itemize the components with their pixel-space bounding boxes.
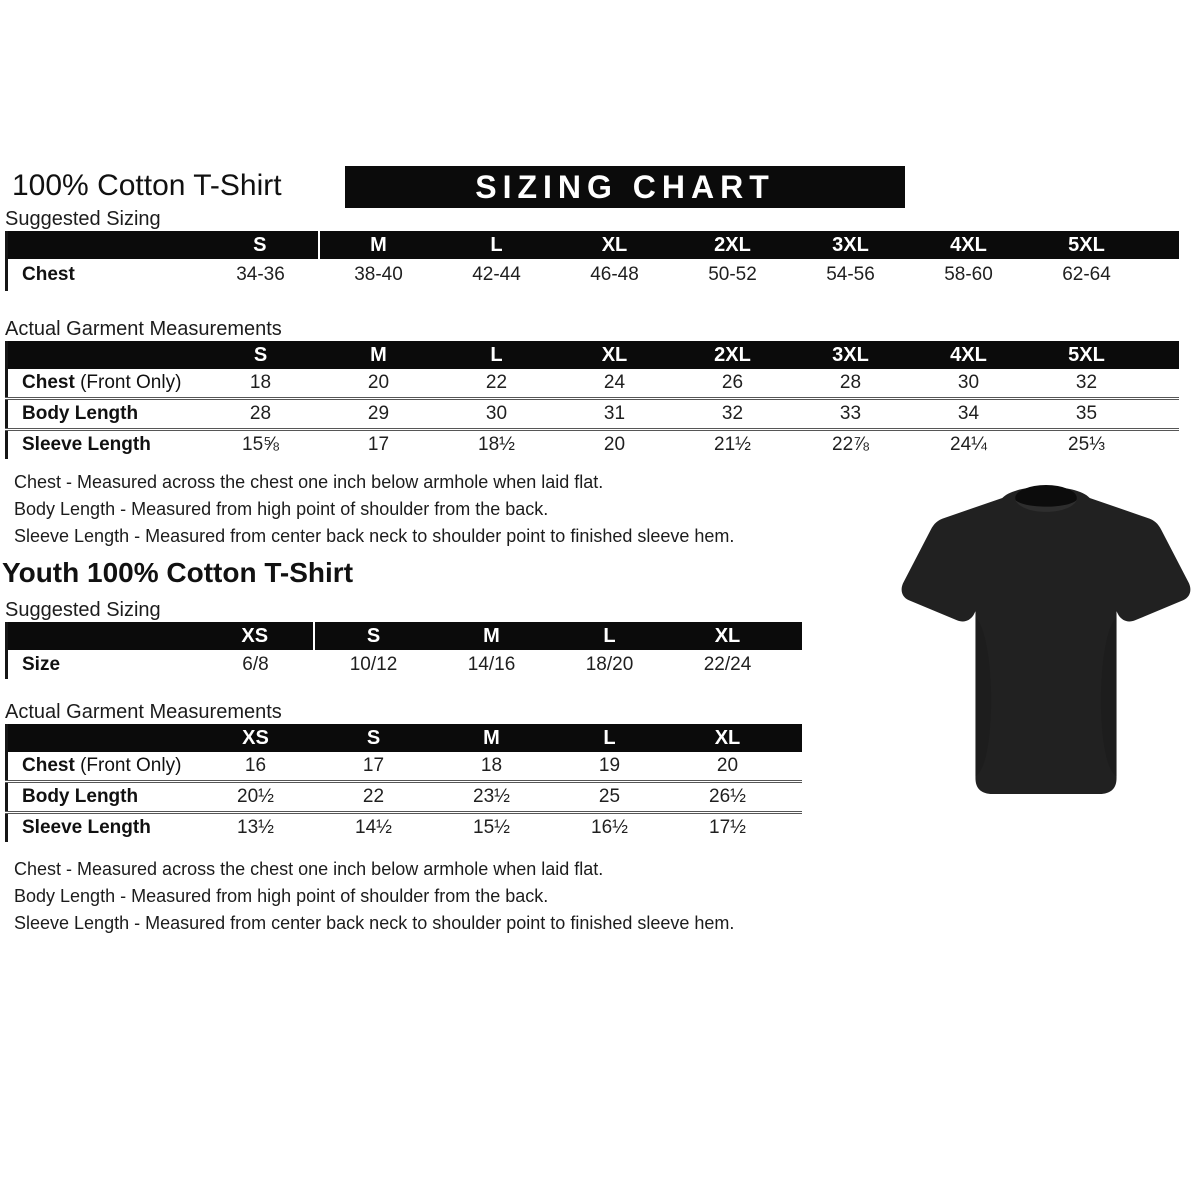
- size-col-header: XL: [556, 231, 674, 259]
- cell: 18: [249, 372, 272, 393]
- cell: 29: [320, 399, 438, 430]
- cell: 13½: [197, 813, 315, 843]
- cell: 38-40: [354, 264, 403, 285]
- cell: 25⅓: [1028, 430, 1146, 460]
- spacer-header-cell: [1146, 231, 1179, 259]
- size-col-header: 4XL: [910, 231, 1028, 259]
- cell: 17: [320, 430, 438, 460]
- empty-header-cell: [7, 622, 197, 650]
- adult-title: 100% Cotton T-Shirt: [12, 169, 282, 202]
- cell: 58-60: [944, 264, 993, 285]
- cell: 15½: [433, 813, 551, 843]
- cell: 28: [202, 399, 320, 430]
- header-row: [5, 166, 1200, 208]
- spacer-header-cell: [787, 622, 802, 650]
- cell: 23½: [433, 782, 551, 813]
- empty-header-cell: [7, 231, 202, 259]
- spacer-header-cell: [787, 724, 802, 752]
- table-row: [7, 259, 1179, 291]
- cell: 20: [367, 372, 390, 393]
- black-tshirt-icon: [897, 468, 1195, 816]
- table-row: [7, 782, 802, 813]
- cell: 15⅝: [202, 430, 320, 460]
- table-row: [7, 369, 1179, 399]
- tshirt-image: [897, 468, 1195, 816]
- size-col-header: 5XL: [1028, 341, 1146, 369]
- cell: 34: [910, 399, 1028, 430]
- cell: 46-48: [590, 264, 639, 285]
- row-label: Size: [22, 653, 61, 675]
- size-col-header: M: [320, 341, 438, 369]
- cell: 18/20: [585, 653, 634, 675]
- cell: 6/8: [242, 653, 269, 675]
- adult-actual-heading: Actual Garment Measurements: [5, 318, 282, 340]
- adult-suggested-heading: Suggested Sizing: [5, 208, 161, 230]
- cell: 10/12: [349, 653, 398, 675]
- row-label: Body Length: [7, 399, 202, 430]
- spacer-cell: [787, 782, 802, 813]
- table-row: [7, 752, 802, 782]
- cell: 30: [438, 399, 556, 430]
- cell: 22: [315, 782, 433, 813]
- size-header-row: [7, 622, 802, 650]
- size-col-header: L: [551, 622, 669, 650]
- note-line: Body Length - Measured from high point of shoulder from the back.: [14, 886, 549, 906]
- note-line: Chest - Measured across the chest one inch below armhole when laid flat.: [14, 859, 604, 879]
- cell: 26: [721, 372, 744, 393]
- cell: 17½: [669, 813, 787, 843]
- cell: 21½: [674, 430, 792, 460]
- adult-suggested-table: [5, 231, 1179, 291]
- size-header-row: [7, 341, 1179, 369]
- sizing-chart-banner: SIZING CHART: [345, 166, 905, 208]
- cell: 20: [556, 430, 674, 460]
- size-col-header: XL: [556, 341, 674, 369]
- size-col-header: S: [315, 622, 433, 650]
- size-col-header: XL: [669, 724, 787, 752]
- table-row: [7, 430, 1179, 460]
- size-col-header: L: [438, 231, 556, 259]
- cell: 33: [792, 399, 910, 430]
- table-row: [7, 399, 1179, 430]
- cell: 35: [1028, 399, 1146, 430]
- size-col-header: M: [433, 724, 551, 752]
- empty-header-cell: [7, 341, 202, 369]
- note-line: Sleeve Length - Measured from center back neck to shoulder point to finished sleeve hem.: [14, 913, 735, 933]
- size-col-header: S: [202, 231, 320, 259]
- size-col-header: 4XL: [910, 341, 1028, 369]
- youth-notes: [5, 856, 1200, 937]
- empty-header-cell: [7, 724, 197, 752]
- cell: 34-36: [236, 264, 285, 285]
- cell: 30: [957, 372, 980, 393]
- cell: 24¼: [910, 430, 1028, 460]
- cell: 25: [551, 782, 669, 813]
- cell: 22/24: [703, 653, 752, 675]
- youth-title: Youth 100% Cotton T-Shirt: [2, 557, 354, 588]
- size-header-row: [7, 724, 802, 752]
- cell: 16½: [551, 813, 669, 843]
- note-line: Chest - Measured across the chest one inch below armhole when laid flat.: [14, 472, 604, 492]
- youth-actual-heading: Actual Garment Measurements: [5, 701, 282, 723]
- cell: 22: [485, 372, 508, 393]
- cell: 32: [1075, 372, 1098, 393]
- youth-actual-table: [5, 724, 802, 842]
- note-line: Body Length - Measured from high point of shoulder from the back.: [14, 499, 549, 519]
- spacer-cell: [1146, 259, 1179, 291]
- table-row: [7, 650, 802, 679]
- spacer-cell: [787, 752, 802, 782]
- row-label: Body Length: [7, 782, 197, 813]
- row-label: Sleeve Length: [7, 813, 197, 843]
- youth-suggested-table: [5, 622, 802, 679]
- cell: 14½: [315, 813, 433, 843]
- row-label-strong: Chest: [22, 755, 75, 776]
- size-col-header: L: [551, 724, 669, 752]
- cell: 18: [480, 755, 503, 776]
- spacer-cell: [787, 813, 802, 843]
- size-col-header: 3XL: [792, 231, 910, 259]
- cell: 16: [244, 755, 267, 776]
- note-line: Sleeve Length - Measured from center back neck to shoulder point to finished sleeve hem.: [14, 526, 735, 546]
- cell: 28: [839, 372, 862, 393]
- cell: 20½: [197, 782, 315, 813]
- cell: 54-56: [826, 264, 875, 285]
- spacer-cell: [1146, 430, 1179, 460]
- cell: 14/16: [467, 653, 516, 675]
- table-row: [7, 813, 802, 843]
- spacer-cell: [1146, 369, 1179, 399]
- youth-suggested-heading: Suggested Sizing: [5, 599, 161, 621]
- row-label-suffix: (Front Only): [74, 755, 182, 776]
- row-label: Chest: [22, 264, 75, 285]
- size-col-header: 3XL: [792, 341, 910, 369]
- row-label: Sleeve Length: [7, 430, 202, 460]
- adult-actual-table: [5, 341, 1179, 459]
- cell: 32: [674, 399, 792, 430]
- size-col-header: L: [438, 341, 556, 369]
- cell: 50-52: [708, 264, 757, 285]
- row-label: [7, 752, 197, 782]
- cell: 22⅞: [792, 430, 910, 460]
- size-col-header: XS: [197, 622, 315, 650]
- cell: 62-64: [1062, 264, 1111, 285]
- spacer-cell: [1146, 399, 1179, 430]
- cell: 19: [598, 755, 621, 776]
- size-header-row: [7, 231, 1179, 259]
- cell: 42-44: [472, 264, 521, 285]
- size-col-header: XL: [669, 622, 787, 650]
- row-label-strong: Chest: [22, 372, 75, 393]
- spacer-header-cell: [1146, 341, 1179, 369]
- spacer-cell: [787, 650, 802, 679]
- cell: 18½: [438, 430, 556, 460]
- row-label: [7, 369, 202, 399]
- size-col-header: XS: [197, 724, 315, 752]
- size-col-header: S: [202, 341, 320, 369]
- cell: 24: [603, 372, 626, 393]
- size-col-header: 2XL: [674, 341, 792, 369]
- size-col-header: 2XL: [674, 231, 792, 259]
- size-col-header: M: [320, 231, 438, 259]
- cell: 26½: [669, 782, 787, 813]
- size-col-header: M: [433, 622, 551, 650]
- cell: 17: [362, 755, 385, 776]
- size-col-header: S: [315, 724, 433, 752]
- size-col-header: 5XL: [1028, 231, 1146, 259]
- row-label-suffix: (Front Only): [74, 372, 182, 393]
- cell: 31: [556, 399, 674, 430]
- cell: 20: [716, 755, 739, 776]
